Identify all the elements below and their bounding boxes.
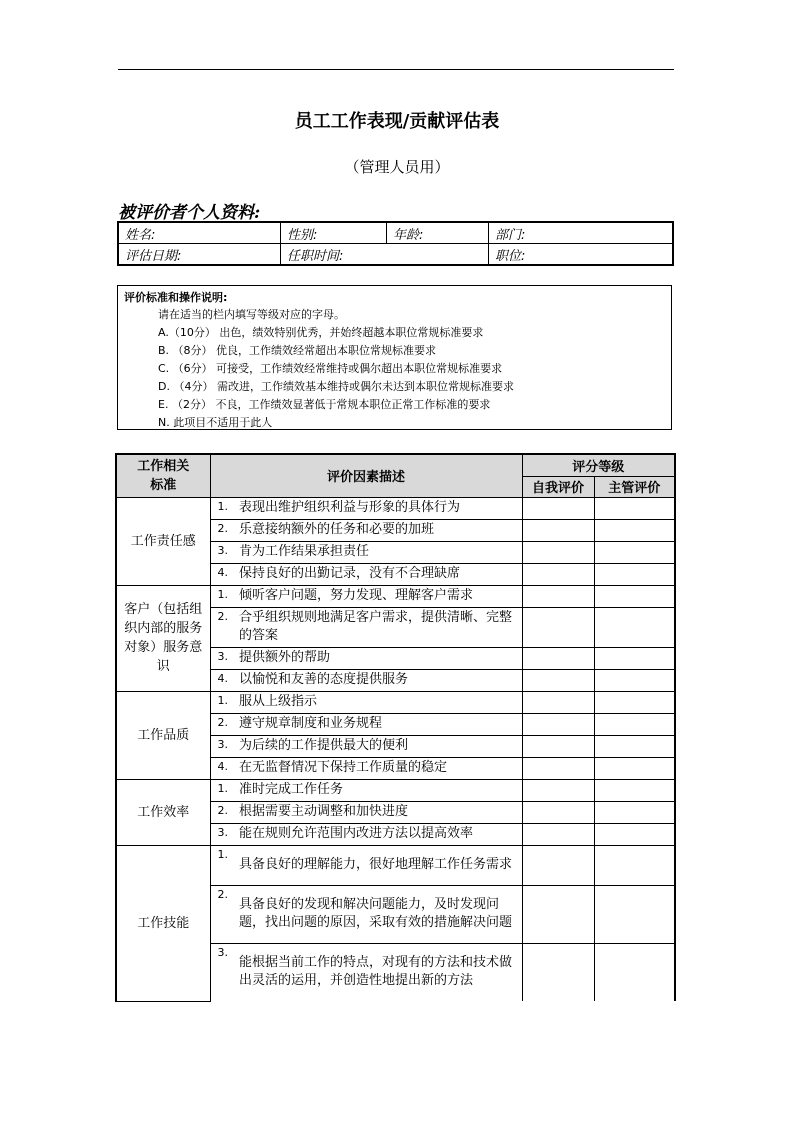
item-description: 表现出维护组织利益与形象的具体行为 — [235, 497, 522, 519]
item-description: 保持良好的出勤记录，没有不合理缺席 — [235, 563, 522, 585]
self-score-cell[interactable] — [522, 519, 594, 541]
item-description: 服从上级指示 — [235, 691, 522, 713]
self-score-cell[interactable] — [522, 845, 594, 885]
grade-c: C. （6分） 可接受，工作绩效经常维持或偶尔超出本职位常规标准要求 — [158, 362, 503, 375]
manager-score-cell[interactable] — [594, 713, 675, 735]
manager-score-cell[interactable] — [594, 823, 675, 845]
self-score-cell[interactable] — [522, 757, 594, 779]
self-score-cell[interactable] — [522, 713, 594, 735]
info-department[interactable]: 部门: — [489, 222, 674, 244]
self-score-cell[interactable] — [522, 735, 594, 757]
self-score-cell[interactable] — [522, 943, 594, 1001]
item-number: 1. — [210, 779, 235, 801]
item-description: 准时完成工作任务 — [235, 779, 522, 801]
standard-work-skills: 工作技能 — [116, 845, 210, 1001]
manager-score-cell[interactable] — [594, 519, 675, 541]
self-score-cell[interactable] — [522, 497, 594, 519]
item-number: 1. — [210, 691, 235, 713]
item-description: 提供额外的帮助 — [235, 647, 522, 669]
manager-score-cell[interactable] — [594, 757, 675, 779]
item-number: 3. — [210, 541, 235, 563]
grade-e: E. （2分） 不良，工作绩效显著低于常规本职位正常工作标准的要求 — [158, 398, 491, 411]
item-description: 具备良好的发现和解决问题能力，及时发现问题，找出问题的原因，采取有效的措施解决问题 — [235, 885, 522, 943]
header-standard: 工作相关标准 — [116, 454, 210, 497]
header-self-eval: 自我评价 — [522, 476, 594, 497]
manager-score-cell[interactable] — [594, 801, 675, 823]
item-number: 3. — [210, 823, 235, 845]
item-number: 4. — [210, 563, 235, 585]
standard-customer-service: 客户（包括组织内部的服务对象）服务意识 — [116, 585, 210, 691]
manager-score-cell[interactable] — [594, 779, 675, 801]
manager-score-cell[interactable] — [594, 691, 675, 713]
info-position[interactable]: 职位: — [489, 244, 674, 266]
personal-info-table — [117, 221, 674, 266]
standard-responsibility: 工作责任感 — [116, 497, 210, 585]
manager-score-cell[interactable] — [594, 735, 675, 757]
item-description: 为后续的工作提供最大的便利 — [235, 735, 522, 757]
self-score-cell[interactable] — [522, 563, 594, 585]
item-number: 2. — [210, 713, 235, 735]
info-gender[interactable]: 性别: — [281, 222, 387, 244]
item-number: 2. — [210, 885, 235, 943]
item-number: 2. — [210, 519, 235, 541]
instructions-heading: 评价标准和操作说明: — [124, 291, 228, 304]
form-title: 员工工作表现/贡献评估表 — [294, 111, 500, 132]
manager-score-cell[interactable] — [594, 497, 675, 519]
self-score-cell[interactable] — [522, 691, 594, 713]
item-description: 乐意接纳额外的任务和必要的加班 — [235, 519, 522, 541]
self-score-cell[interactable] — [522, 801, 594, 823]
item-description: 倾听客户问题，努力发现、理解客户需求 — [235, 585, 522, 607]
header-rule — [118, 69, 674, 70]
grade-a: A.（10分） 出色，绩效特别优秀，并始终超越本职位常规标准要求 — [158, 326, 484, 339]
self-score-cell[interactable] — [522, 885, 594, 943]
info-tenure[interactable]: 任职时间: — [281, 244, 489, 266]
manager-score-cell[interactable] — [594, 607, 675, 647]
item-description: 具备良好的理解能力，很好地理解工作任务需求 — [235, 845, 522, 885]
item-description: 肯为工作结果承担责任 — [235, 541, 522, 563]
info-name[interactable]: 姓名: — [118, 222, 281, 244]
self-score-cell[interactable] — [522, 541, 594, 563]
self-score-cell[interactable] — [522, 647, 594, 669]
item-description: 遵守规章制度和业务规程 — [235, 713, 522, 735]
personal-info-label: 被评价者个人资料: — [118, 203, 261, 223]
item-number: 2. — [210, 801, 235, 823]
item-number: 3. — [210, 735, 235, 757]
item-number: 2. — [210, 607, 235, 647]
item-description: 根据需要主动调整和加快进度 — [235, 801, 522, 823]
manager-score-cell[interactable] — [594, 647, 675, 669]
manager-score-cell[interactable] — [594, 845, 675, 885]
self-score-cell[interactable] — [522, 585, 594, 607]
manager-score-cell[interactable] — [594, 563, 675, 585]
standard-work-quality: 工作品质 — [116, 691, 210, 779]
manager-score-cell[interactable] — [594, 885, 675, 943]
item-number: 1. — [210, 845, 235, 885]
grade-d: D. （4分） 需改进，工作绩效基本维持或偶尔未达到本职位常规标准要求 — [158, 380, 514, 393]
item-description: 能根据当前工作的特点，对现有的方法和技术做出灵活的运用，并创造性地提出新的方法 — [235, 943, 522, 1001]
self-score-cell[interactable] — [522, 823, 594, 845]
self-score-cell[interactable] — [522, 669, 594, 691]
manager-score-cell[interactable] — [594, 541, 675, 563]
item-number: 3. — [210, 647, 235, 669]
manager-score-cell[interactable] — [594, 669, 675, 691]
standard-work-efficiency: 工作效率 — [116, 779, 210, 845]
item-number: 4. — [210, 669, 235, 691]
manager-score-cell[interactable] — [594, 585, 675, 607]
self-score-cell[interactable] — [522, 607, 594, 647]
header-description: 评价因素描述 — [210, 454, 522, 497]
item-number: 1. — [210, 585, 235, 607]
item-number: 4. — [210, 757, 235, 779]
item-number: 3. — [210, 943, 235, 1001]
manager-score-cell[interactable] — [594, 943, 675, 1001]
info-eval-date[interactable]: 评估日期: — [118, 244, 281, 266]
item-number: 1. — [210, 497, 235, 519]
item-description: 以愉悦和友善的态度提供服务 — [235, 669, 522, 691]
grade-b: B. （8分） 优良，工作绩效经常超出本职位常规标准要求 — [158, 344, 437, 357]
self-score-cell[interactable] — [522, 779, 594, 801]
item-description: 能在规则允许范围内改进方法以提高效率 — [235, 823, 522, 845]
item-description: 合乎组织规则地满足客户需求，提供清晰、完整的答案 — [235, 607, 522, 647]
header-manager-eval: 主管评价 — [594, 476, 675, 497]
item-description: 在无监督情况下保持工作质量的稳定 — [235, 757, 522, 779]
info-age[interactable]: 年龄: — [387, 222, 489, 244]
header-grade: 评分等级 — [522, 454, 675, 476]
form-subtitle: （管理人员用） — [344, 158, 450, 176]
evaluation-table — [115, 453, 676, 1002]
grade-n: N. 此项目不适用于此人 — [158, 416, 273, 429]
instruction-line: 请在适当的栏内填写等级对应的字母。 — [158, 308, 345, 321]
instructions-box — [117, 285, 672, 430]
